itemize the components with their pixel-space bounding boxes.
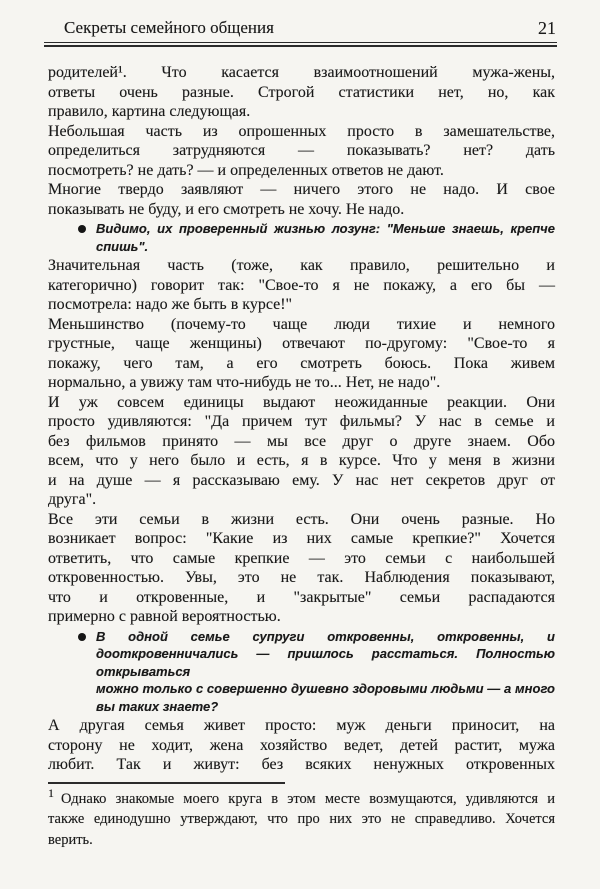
paragraph-line: покажу, чего там, а его смотреть боюсь. Пока живем (48, 354, 555, 372)
paragraph-line: ответить, что самые крепкие — это семьи с наибольшей (48, 549, 555, 567)
paragraph-line: грустные, чаще женщины) отвечают по-другому: "Свое-то я (48, 335, 555, 352)
footnote-line: верить. (48, 831, 93, 848)
paragraph-line: нормально, а увижу там что-нибудь не то... Нет, не надо". (48, 374, 441, 391)
footnote (0, 785, 600, 851)
paragraph-line: правило, картина следующая. (48, 103, 251, 120)
bullet-line: дооткровенничались — пришлось расстаться. Полностью открываться (96, 646, 555, 679)
paragraph (48, 510, 555, 627)
paragraph (48, 122, 555, 181)
footnote-text: Однако знакомые моего круга в этом месте возмущаются, удивляются и (61, 790, 555, 807)
paragraph-line: И уж совсем единицы выдают неожиданные реакции. Они (48, 393, 555, 411)
bullet-icon (78, 225, 86, 233)
paragraph (48, 716, 555, 775)
bullet-item (48, 628, 555, 716)
footnote-line (48, 785, 555, 810)
paragraph-line: посмотрела: надо же быть в курсе!" (48, 296, 293, 313)
paragraph-line: просто удивляются: "Да причем тут фильмы? У нас в семье и (48, 413, 555, 430)
paragraph-line: ответы очень разные. Строгой статистики нет, но, как (48, 83, 555, 101)
bullet-line: Видимо, их проверенный жизнью лозунг: "Меньше знаешь, крепче (96, 221, 555, 236)
bullet-icon (78, 633, 86, 641)
footnote-rule (48, 782, 285, 784)
paragraph-line: категорично) говорит так: "Свое-то я не покажу, а его бы — (48, 276, 555, 294)
paragraph-line: возникает вопрос: "Какие из них самые крепкие?" Хочется (48, 530, 555, 547)
paragraph-line: всем, что у него было и есть, я в курсе. Что у меня в жизни (48, 452, 555, 469)
paragraph-line: Значительная часть (тоже, как правило, решительно и (48, 257, 555, 274)
paragraph-line: и на душе — я рассказываю ему. У нас нет секретов друг от (48, 471, 555, 489)
footnote-marker: 1 (48, 785, 54, 800)
bullet-line: спишь". (96, 238, 149, 254)
paragraph-line: сторону не ходит, жена хозяйство ведет, детей растит, мужа (48, 736, 555, 754)
paragraph-line: А другая семья живет просто: муж деньги приносит, на (48, 717, 555, 734)
bullet-line: вы таких знаете? (96, 698, 219, 714)
page-header (0, 0, 600, 39)
paragraph-line: друга". (48, 491, 97, 508)
page-number: 21 (538, 18, 556, 38)
paragraph-line: что и откровенные, и "закрытые" семьи распадаются (48, 588, 555, 606)
paragraph-line: Многие твердо заявляют — ничего этого не надо. И свое (48, 181, 555, 198)
paragraph-line: определиться затрудняются — показывать? нет? дать (48, 142, 555, 159)
bullet-line: В одной семье супруги откровенны, откровенны, и (96, 628, 555, 644)
paragraph-line: родителей¹. Что касается взаимоотношений мужа-жены, (48, 64, 555, 81)
footnote-line: также единодушно утверждают, что про них это не справедливо. Хочется (48, 811, 555, 827)
paragraph-line: показывать не буду, и его смотреть не хочу. Не надо. (48, 200, 405, 218)
paragraph (48, 63, 555, 122)
bullet-item (48, 220, 555, 255)
paragraph-line: Небольшая часть из опрошенных просто в замешательстве, (48, 122, 555, 140)
paragraph (48, 315, 555, 393)
paragraph (48, 256, 555, 315)
paragraph (48, 393, 555, 510)
paragraph (48, 180, 555, 219)
page-body (0, 47, 600, 775)
paragraph-line: без фильмов принято — мы все друг о друге знаем. Обо (48, 432, 555, 450)
running-title: Секреты семейного общения (64, 18, 274, 37)
bullet-line: можно только с совершенно душевно здоровыми людьми — а много (96, 681, 555, 696)
paragraph-line: посмотреть? не дать? — и определенных ответов не дают. (48, 161, 444, 179)
paragraph-line: примерно с равной вероятностью. (48, 608, 281, 625)
paragraph-line: Меньшинство (почему-то чаще люди тихие и немного (48, 315, 555, 333)
paragraph-line: любит. Так и живут: без всяких ненужных откровенных (48, 756, 555, 773)
paragraph-line: откровенностью. Увы, это не так. Наблюдения показывают, (48, 569, 555, 586)
paragraph-line: Все эти семьи в жизни есть. Они очень разные. Но (48, 510, 555, 528)
